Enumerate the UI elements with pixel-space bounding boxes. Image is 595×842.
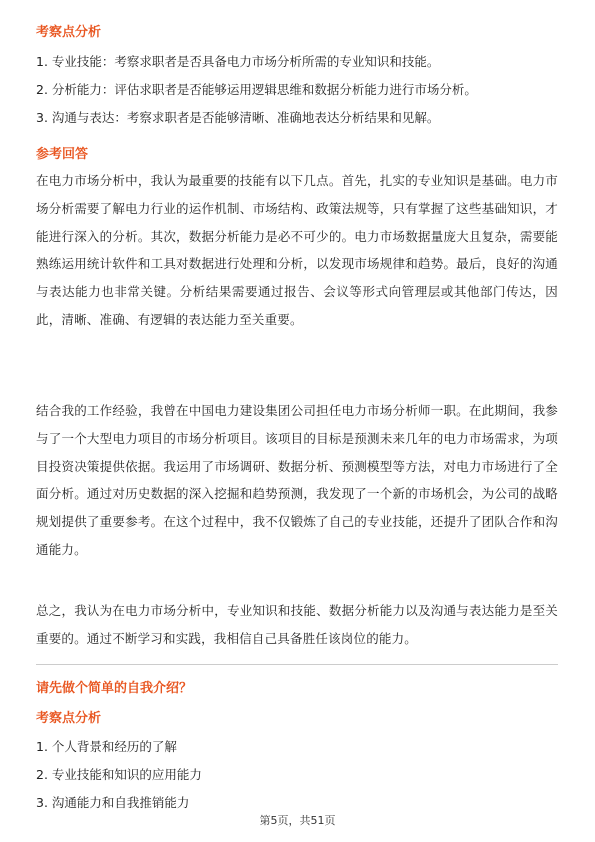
list-item: 1. 个人背景和经历的了解 [36,739,177,754]
answer-paragraph: 结合我的工作经验，我曾在中国电力建设集团公司担任电力市场分析师一职。在此期间，我参与了一个大型电力项目的市场分析项目。该项目的目标是预测未来几年的电力市场需求，为项目投资决策提供依据。我运用了市场调研、数据分析、预测模型等方法，对电力市场进行了全面分析。通过对历史数据的深入挖掘和趋势预测，我发现了一个新的市场机会，为公司的战略规划提供了重要参考。在这个过程中，我不仅锻炼了自己的专业技能，还提升了团队合作和沟通能力。 [36,403,558,557]
section-heading-analysis: 考察点分析 [36,25,102,40]
list-item: 1. 专业技能：考察求职者是否具备电力市场分析所需的专业知识和技能。 [36,54,440,69]
list-item: 2. 专业技能和知识的应用能力 [36,767,202,782]
list-item: 3. 沟通与表达：考察求职者是否能够清晰、准确地表达分析结果和见解。 [36,110,440,125]
section-divider [36,664,558,665]
list-item: 3. 沟通能力和自我推销能力 [36,795,190,810]
section-heading-answer: 参考回答 [36,147,89,162]
page-number: 第5页，共51页 [259,814,336,827]
answer-paragraph: 在电力市场分析中，我认为最重要的技能有以下几点。首先，扎实的专业知识是基础。电力市场分析需要了解电力行业的运作机制、市场结构、政策法规等，只有掌握了这些基础知识，才能进行深入的分析。其次，数据分析能力是必不可少的。电力市场数据量庞大且复杂，需要能熟练运用统计软件和工具对数据进行处理和分析，以发现市场规律和趋势。最后，良好的沟通与表达能力也非常关键。分析结果需要通过报告、会议等形式向管理层或其他部门传达，因此，清晰、准确、有逻辑的表达能力至关重要。 [36,173,558,327]
answer-paragraph: 总之，我认为在电力市场分析中，专业知识和技能、数据分析能力以及沟通与表达能力是至关重要的。通过不断学习和实践，我相信自己具备胜任该岗位的能力。 [36,603,558,646]
question-title: 请先做个简单的自我介绍？ [36,681,193,696]
list-item: 2. 分析能力：评估求职者是否能够运用逻辑思维和数据分析能力进行市场分析。 [36,82,477,97]
section-heading-analysis: 考察点分析 [36,711,102,726]
